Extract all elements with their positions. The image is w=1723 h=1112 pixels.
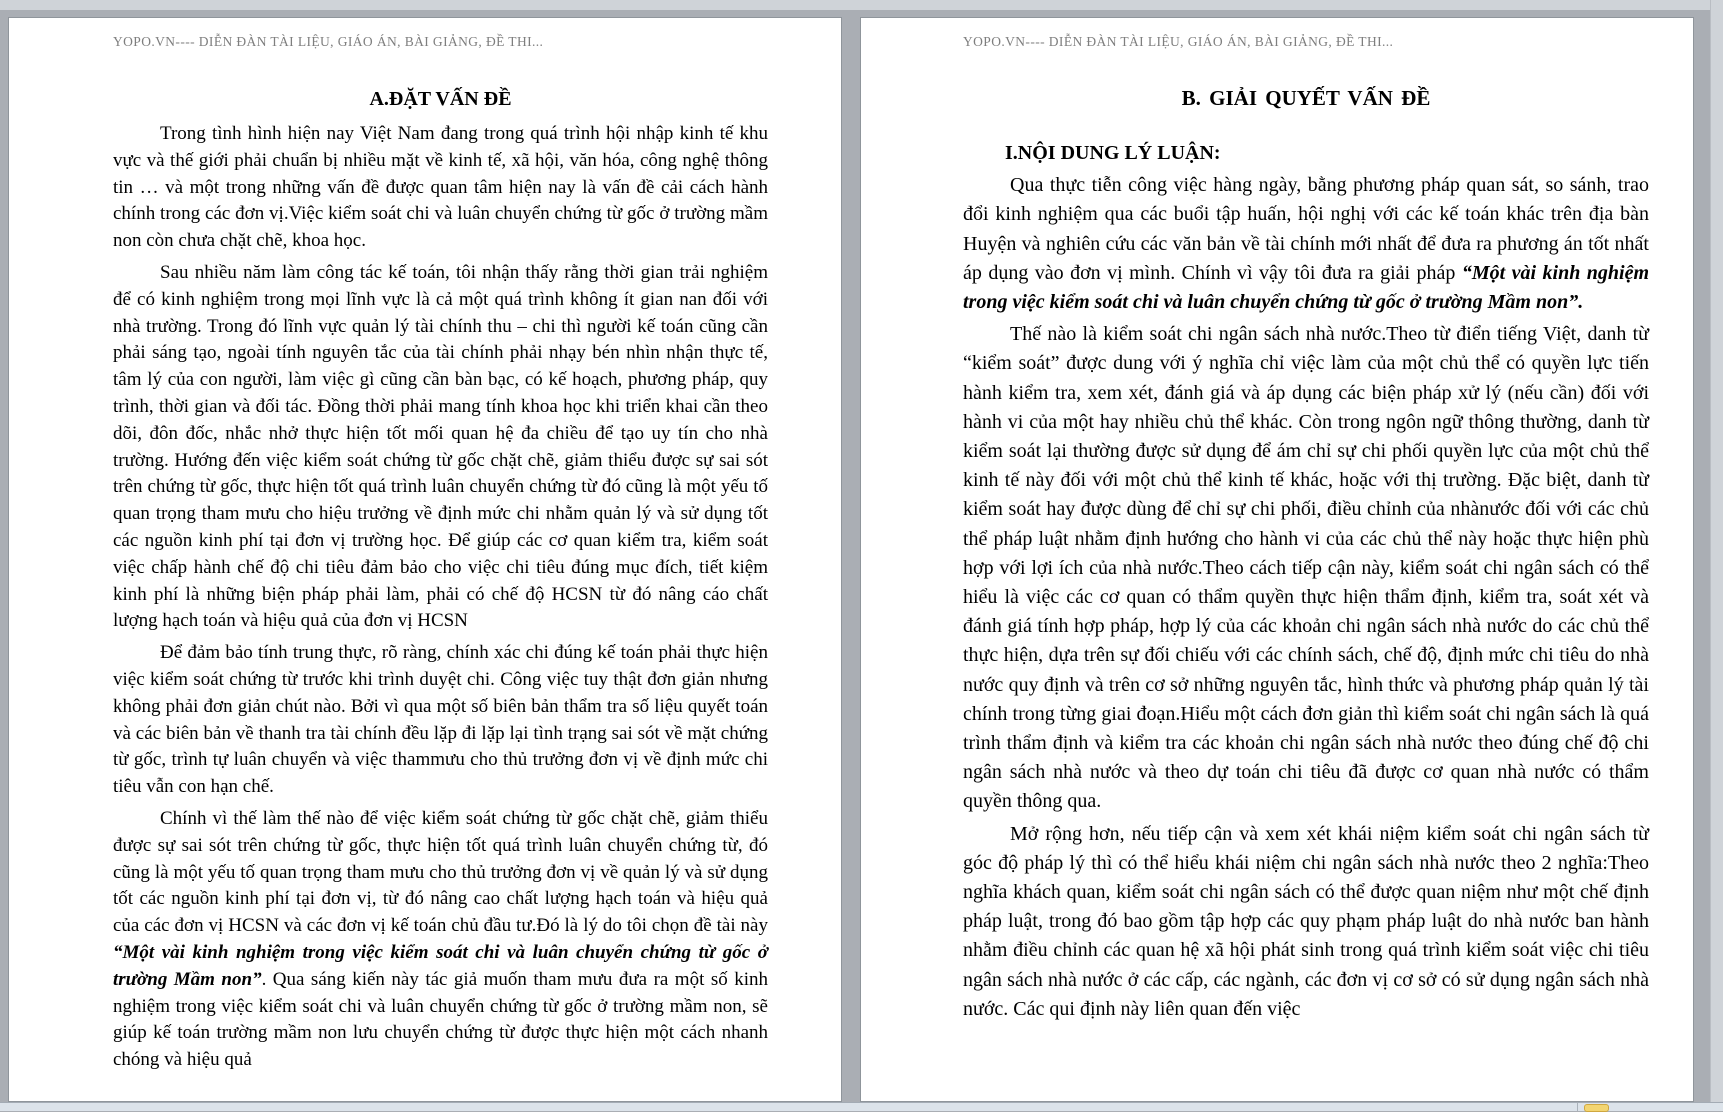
page-1-content — [9, 18, 841, 1101]
vertical-scrollbar[interactable] — [1710, 0, 1723, 1102]
page-body — [963, 139, 1649, 1024]
text-run: Thế nào là kiểm soát chi ngân sách nhà nước.Theo từ điển tiếng Việt, danh từ “kiểm soát” được dung với ý nghĩa chỉ việc làm của một chủ thể có quyền lực tiến hành kiểm tra, xem xét, đánh giá và áp dụng các biện pháp xử lý (nếu cần) đối với hành vi của một hay nhiều chủ thể khác. Còn trong ngôn ngữ thông thường, danh từ kiểm soát lại thường được sử dụng để ám chỉ sự chi phối quyền lực của một chủ thể kinh tế này đối với một chủ thể kinh tế khác, hoặc với thị trường. Đặc biệt, danh từ kiểm soát hay được dùng để chỉ sự chi phối, điều chỉnh của nhànước đối với các chủ thể pháp luật nhằm định hướng cho hành vi của các chủ thể này hoặc thực hiện phù hợp với lợi ích của nhà nước.Theo cách tiếp cận này, kiểm soát chi ngân sách có thể hiểu là việc các cơ quan có thẩm quyền thực hiện thẩm định, kiểm tra, soát xét và đánh giá tính hợp pháp, hợp lý của các khoản chi ngân sách nhà nước do các chủ thể thực hiện, dựa trên sự đối chiếu với các chính sách, chế độ, định mức chi tiêu do nhà nước quy định và trên cơ sở những nguyên tắc, hình thức và phương pháp quản lý tài chính trong từng giai đoạn.Hiểu một cách đơn giản thì kiểm soát chi ngân sách là quá trình thẩm định và kiểm tra các khoản chi ngân sách nhà nước theo đúng chế độ chi ngân sách nhà nước và theo dự toán chi tiêu đã được cơ quan nhà nước có thẩm quyền thông qua. — [963, 323, 1649, 813]
text-run: Qua thực tiễn công việc hàng ngày, bằng phương pháp quan sát, so sánh, trao đổi kinh nghiệm qua các buổi tập huấn, hội nghị với các kế toán khác trên địa bàn Huyện và nghiên cứu các văn bản về tài chính mới nhất để đưa ra phương án tốt nhất áp dụng vào đơn vị mình. Chính vì vậy tôi đưa ra giải pháp — [963, 174, 1649, 284]
text-run: Sau nhiều năm làm công tác kế toán, tôi nhận thấy rằng thời gian trải nghiệm để có kinh nghiệm trong mọi lĩnh vực là cả một quá trình không ít gian nan đối với nhà trường. Trong đó lĩnh vực quản lý tài chính thu – chi thì người kế toán cũng cần phải sáng tạo, ngoài tính nguyên tắc của tài chính phải nhạy bén nhìn nhận thực tế, tâm lý của con người, làm việc gì cũng cần bàn bạc, có kế hoạch, phương pháp, quy trình, thời gian và đối tác. Đồng thời phải mang tính khoa học khi triển khai cần theo dõi, đôn đốc, nhắc nhở thực hiện tốt mối quan hệ đa chiều để tạo uy tín cho nhà trường. Hướng đến việc kiểm soát chứng từ gốc chặt chẽ, giảm thiểu được sự sai sót trên chứng từ gốc, thực hiện tốt quá trình luân chuyển chứng từ đó cũng là một yếu tố quan trọng tham mưu cho hiệu trưởng về định mức chi nhằm quản lý và sử dụng tốt các nguồn kinh phí tại đơn vị trường học. Để giúp các cơ quan kiểm tra, kiểm soát việc chấp hành chế độ chi tiêu đảm bảo cho việc chi tiêu đúng mục đích, tiết kiệm kinh phí là những biện pháp phải làm, phải có chế độ HCSN từ đó nâng cáo chất lượng hạch toán và hiệu quả của đơn vị HCSN — [113, 261, 768, 632]
page-body — [113, 121, 768, 1074]
emphasized-text-run: “Một vài kinh nghiệm trong việc kiểm soát chi và luân chuyển chứng từ gốc ở trường Mầm non” — [113, 941, 768, 990]
emphasized-text-run: “Một vài kinh nghiệm trong việc kiểm soát chi và luân chuyển chứng từ gốc ở trường Mầm non”. — [963, 261, 1649, 314]
text-run: Chính vì thế làm thế nào để việc kiểm soát chứng từ gốc chặt chẽ, giảm thiểu được sự sai sót trên chứng từ gốc, thực hiện tốt quá trình luân chuyển chứng từ, đó cũng là một yếu tố quan trọng tham mưu cho thủ trưởng đơn vị về quản lý và sử dụng tốt các nguồn kinh phí tại đơn vị, từ đó nâng cao chất lượng hạch toán và hiệu quả của các đơn vị HCSN và các đơn vị kế toán chủ đầu tư.Đó là lý do tôi chọn đề tài này — [113, 807, 768, 937]
text-run: Mở rộng hơn, nếu tiếp cận và xem xét khái niệm kiểm soát chi ngân sách từ góc độ pháp lý thì có thể hiểu khái niệm chi ngân sách nhà nước theo 2 nghĩa:Theo nghĩa khách quan, kiểm soát chi ngân sách có thể được quan niệm như một chế định pháp luật, trong đó bao gồm tập hợp các quy phạm pháp luật do nhà nước ban hành nhằm điều chỉnh các quan hệ xã hội phát sinh trong quá trình kiểm soát việc chi tiêu ngân sách nhà nước ở các cấp, các ngành, các đơn vị cơ sở có sử dụng ngân sách nhà nước. Các qui định này liên quan đến việc — [963, 822, 1649, 1020]
paragraph — [113, 260, 768, 635]
paragraph — [113, 121, 768, 255]
page-header: YOPO.VN---- DIỄN ĐÀN TÀI LIỆU, GIÁO ÁN, BÀI GIẢNG, ĐỀ THI... — [963, 34, 1394, 49]
scrollbar-divider — [1577, 1103, 1578, 1111]
section-heading — [963, 139, 1649, 168]
text-run: I.NỘI DUNG LÝ LUẬN: — [1005, 142, 1221, 164]
paragraph — [113, 640, 768, 801]
paragraph — [113, 806, 768, 1074]
paragraph — [963, 820, 1649, 1024]
paragraph — [963, 320, 1649, 816]
document-page-2[interactable] — [860, 17, 1694, 1102]
text-run: Để đảm bảo tính trung thực, rõ ràng, chính xác chi đúng kế toán phải thực hiện việc kiểm soát chứng từ trước khi trình duyệt chi. Công việc tuy thật đơn giản nhưng không phải đơn giản chút nào. Bởi vì qua một số biên bản thẩm tra số liệu quyết toán và các biên bản về thanh tra tài chính đều lặp đi lặp lại tình trạng sai sót về mặt chứng từ gốc, trình tự luân chuyển và việc thammưu cho thủ trưởng đơn vị về định mức chi tiêu vẫn con hạn chế. — [113, 642, 768, 798]
paragraph — [963, 171, 1649, 317]
page-title: A.ĐẶT VẤN ĐỀ — [369, 88, 512, 110]
toolbar-bottom-edge — [0, 0, 1723, 10]
horizontal-scrollbar[interactable] — [0, 1102, 1723, 1111]
page-title: B. GIẢI QUYẾT VẤN ĐỀ — [1181, 86, 1431, 110]
text-run: . Qua sáng kiến này tác giả muốn tham mưu đưa ra một số kinh nghiệm trong việc kiểm soát chi và luân chuyển chứng từ gốc ở trường mầm non, sẽ giúp kế toán trường mầm non lưu chuyển chứng từ được thực hiện một cách nhanh chóng và hiệu quả — [113, 968, 768, 1071]
text-run: Trong tình hình hiện nay Việt Nam đang trong quá trình hội nhập kinh tế khu vực và thế giới phải chuẩn bị nhiều mặt về kinh tế, xã hội, văn hóa, công nghệ thông tin … và một trong những vấn đề được quan tâm hiện nay là vấn đề cải cách hành chính trong các đơn vị.Việc kiểm soát chi và luân chuyển chứng từ gốc ở trường mầm non còn chưa chặt chẽ, khoa học. — [113, 123, 768, 252]
page-2-content — [861, 18, 1693, 1101]
page-header: YOPO.VN---- DIỄN ĐÀN TÀI LIỆU, GIÁO ÁN, BÀI GIẢNG, ĐỀ THI... — [113, 34, 544, 49]
document-page-1[interactable] — [8, 17, 842, 1102]
